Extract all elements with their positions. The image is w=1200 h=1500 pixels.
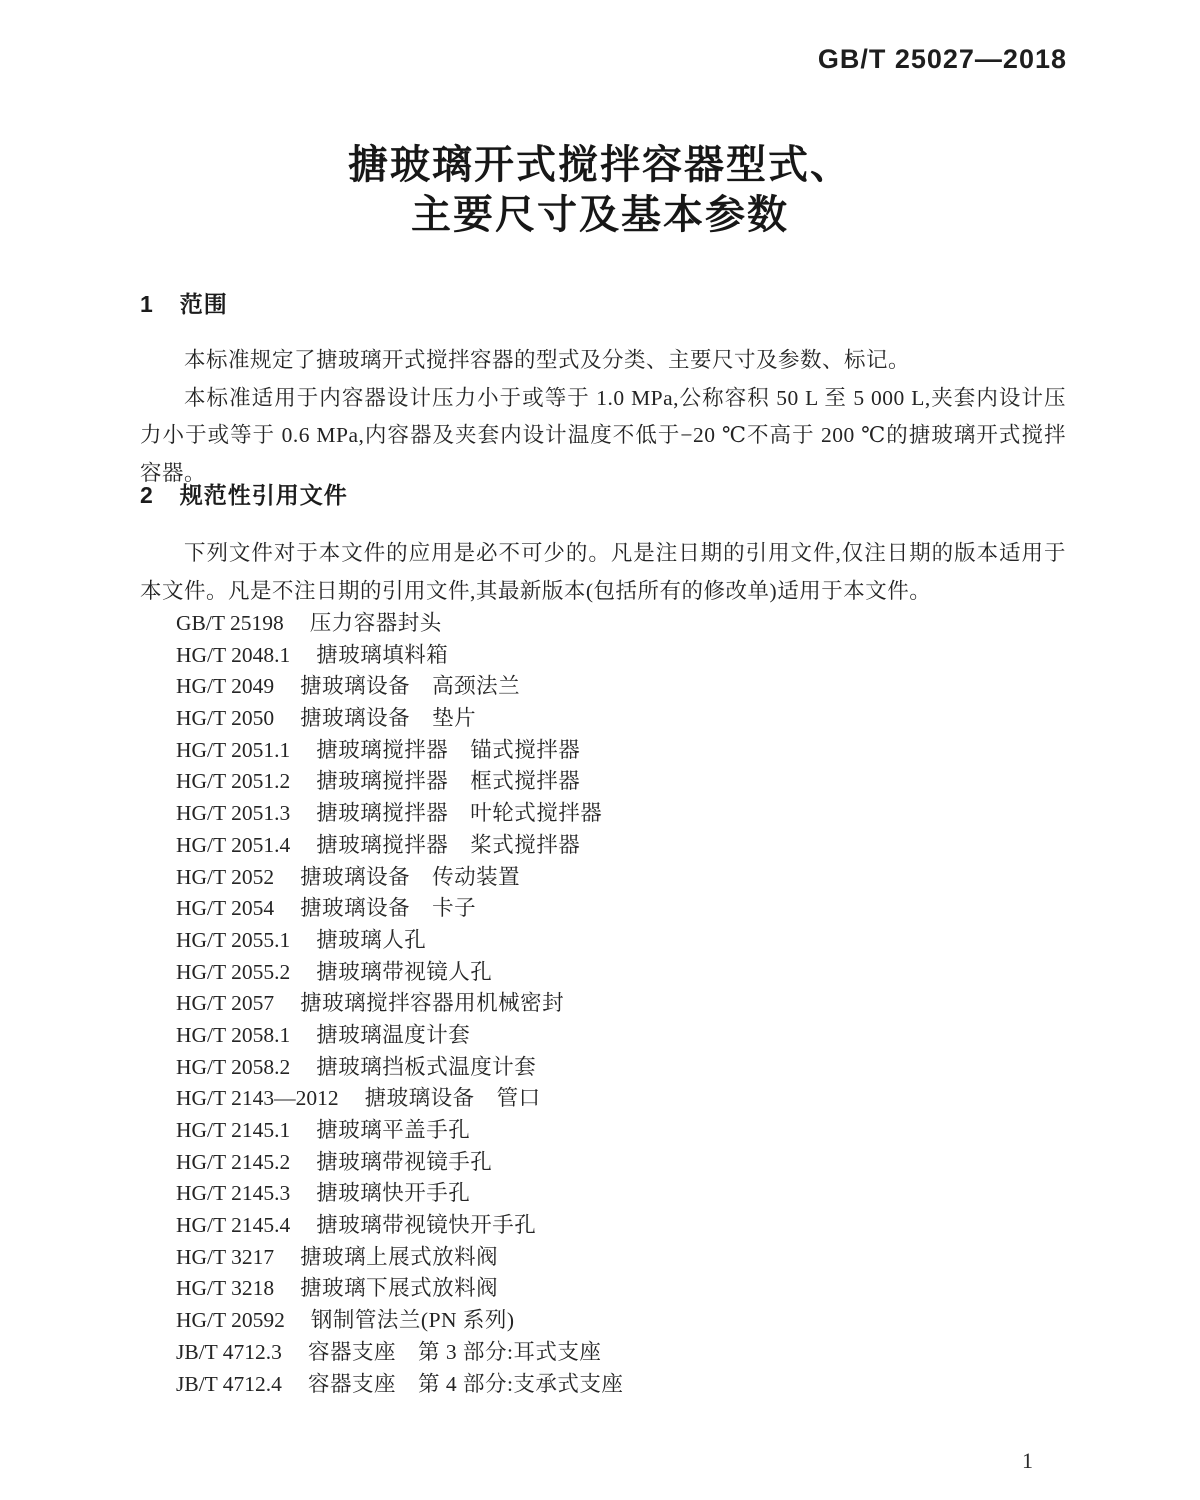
reference-code: HG/T 2050 <box>176 706 275 731</box>
reference-code: HG/T 2052 <box>176 864 275 889</box>
reference-item <box>176 1273 1076 1305</box>
reference-title: 搪玻璃填料箱 <box>316 642 449 667</box>
reference-code: HG/T 2048.1 <box>176 642 291 667</box>
reference-title: 搪玻璃下展式放料阀 <box>300 1276 499 1301</box>
reference-title: 搪玻璃搅拌容器用机械密封 <box>300 991 565 1016</box>
section-1-heading <box>140 286 228 319</box>
reference-item <box>176 830 1076 862</box>
reference-title: 搪玻璃设备 传动装置 <box>300 864 521 889</box>
section-1-title: 范围 <box>179 291 228 317</box>
reference-item <box>176 893 1076 925</box>
reference-code: HG/T 2051.3 <box>176 801 291 826</box>
reference-title: 搪玻璃带视镜人孔 <box>316 959 493 984</box>
reference-code: HG/T 2051.4 <box>176 832 291 857</box>
reference-title: 钢制管法兰(PN 系列) <box>310 1308 515 1333</box>
reference-code: HG/T 2055.1 <box>176 927 291 952</box>
reference-title: 搪玻璃设备 垫片 <box>300 706 477 731</box>
reference-title: 搪玻璃人孔 <box>316 927 427 952</box>
reference-title: 搪玻璃搅拌器 框式搅拌器 <box>316 769 581 794</box>
reference-code: HG/T 2054 <box>176 896 275 921</box>
reference-code: HG/T 2055.2 <box>176 959 291 984</box>
reference-item <box>176 1052 1076 1084</box>
reference-code: HG/T 2058.1 <box>176 1022 291 1047</box>
reference-item <box>176 1337 1076 1369</box>
reference-code: HG/T 2058.2 <box>176 1054 291 1079</box>
reference-title: 搪玻璃带视镜快开手孔 <box>316 1213 537 1238</box>
reference-code: HG/T 2051.2 <box>176 769 291 794</box>
document-title-line-1: 搪玻璃开式搅拌容器型式、 <box>348 143 852 187</box>
section-2-body <box>140 535 1066 610</box>
reference-title: 搪玻璃搅拌器 锚式搅拌器 <box>316 737 581 762</box>
reference-item <box>176 1210 1076 1242</box>
page-number: 1 <box>1022 1448 1033 1473</box>
reference-code: HG/T 2145.2 <box>176 1149 291 1174</box>
reference-title: 搪玻璃设备 卡子 <box>300 896 477 921</box>
reference-code: HG/T 3217 <box>176 1244 275 1269</box>
reference-item <box>176 766 1076 798</box>
reference-item <box>176 1178 1076 1210</box>
section-2-number: 2 <box>140 482 154 508</box>
reference-item <box>176 1020 1076 1052</box>
section-1-number: 1 <box>140 291 154 317</box>
paragraph: 本标准适用于内容器设计压力小于或等于 1.0 MPa,公称容积 50 L 至 5 000 L,夹套内设计压力小于或等于 0.6 MPa,内容器及夹套内设计温度不低于−20 ℃不高于 200 ℃的搪玻璃开式搅拌容器。 <box>140 385 1066 485</box>
reference-item <box>176 735 1076 767</box>
reference-code: HG/T 2145.1 <box>176 1118 291 1142</box>
reference-code: HG/T 2145.3 <box>176 1181 291 1206</box>
reference-item <box>176 862 1076 894</box>
reference-code: HG/T 2049 <box>176 674 275 699</box>
reference-list <box>176 608 1076 1400</box>
reference-title: 搪玻璃设备 管口 <box>364 1086 541 1111</box>
reference-item <box>176 1242 1076 1274</box>
reference-item <box>176 957 1076 989</box>
reference-code: HG/T 2051.1 <box>176 737 291 762</box>
reference-title: 搪玻璃平盖手孔 <box>316 1118 471 1142</box>
reference-title: 搪玻璃搅拌器 桨式搅拌器 <box>316 832 581 857</box>
reference-title: 容器支座 第 4 部分:支承式支座 <box>307 1371 624 1396</box>
reference-item <box>176 1369 1076 1401</box>
reference-title: 搪玻璃挡板式温度计套 <box>316 1054 537 1079</box>
reference-title: 搪玻璃温度计套 <box>316 1022 471 1047</box>
reference-code: HG/T 3218 <box>176 1276 275 1301</box>
reference-title: 搪玻璃设备 高颈法兰 <box>300 674 521 699</box>
reference-title: 搪玻璃上展式放料阀 <box>300 1244 499 1269</box>
reference-title: 容器支座 第 3 部分:耳式支座 <box>307 1339 602 1364</box>
section-2-heading <box>140 477 348 510</box>
reference-item <box>176 925 1076 957</box>
reference-code: JB/T 4712.4 <box>176 1371 282 1396</box>
reference-code: HG/T 20592 <box>176 1308 285 1333</box>
reference-item <box>176 1305 1076 1337</box>
reference-title: 压力容器封头 <box>309 611 442 635</box>
reference-item <box>176 1147 1076 1179</box>
reference-item <box>176 671 1076 703</box>
reference-item <box>176 608 1076 640</box>
reference-code: GB/T 25198 <box>176 611 284 635</box>
reference-code: JB/T 4712.3 <box>176 1339 282 1364</box>
reference-item <box>176 1115 1076 1147</box>
reference-title: 搪玻璃带视镜手孔 <box>316 1149 493 1174</box>
reference-item <box>176 640 1076 672</box>
document-title <box>0 140 1200 240</box>
reference-code: HG/T 2145.4 <box>176 1213 291 1238</box>
reference-title: 搪玻璃搅拌器 叶轮式搅拌器 <box>316 801 603 826</box>
paragraph: 下列文件对于本文件的应用是必不可少的。凡是注日期的引用文件,仅注日期的版本适用于本文件。凡是不注日期的引用文件,其最新版本(包括所有的修改单)适用于本文件。 <box>140 541 1066 603</box>
section-1-body <box>140 342 1066 492</box>
paragraph: 本标准规定了搪玻璃开式搅拌容器的型式及分类、主要尺寸及参数、标记。 <box>184 348 911 372</box>
reference-item <box>176 703 1076 735</box>
document-title-line-2: 主要尺寸及基本参数 <box>411 193 789 237</box>
reference-item <box>176 988 1076 1020</box>
reference-title: 搪玻璃快开手孔 <box>316 1181 471 1206</box>
reference-item <box>176 798 1076 830</box>
standard-code-header: GB/T 25027—2018 <box>817 44 1067 74</box>
section-2-title: 规范性引用文件 <box>179 482 348 508</box>
reference-code: HG/T 2057 <box>176 991 275 1016</box>
reference-code: HG/T 2143—2012 <box>176 1086 339 1111</box>
reference-item <box>176 1083 1076 1115</box>
